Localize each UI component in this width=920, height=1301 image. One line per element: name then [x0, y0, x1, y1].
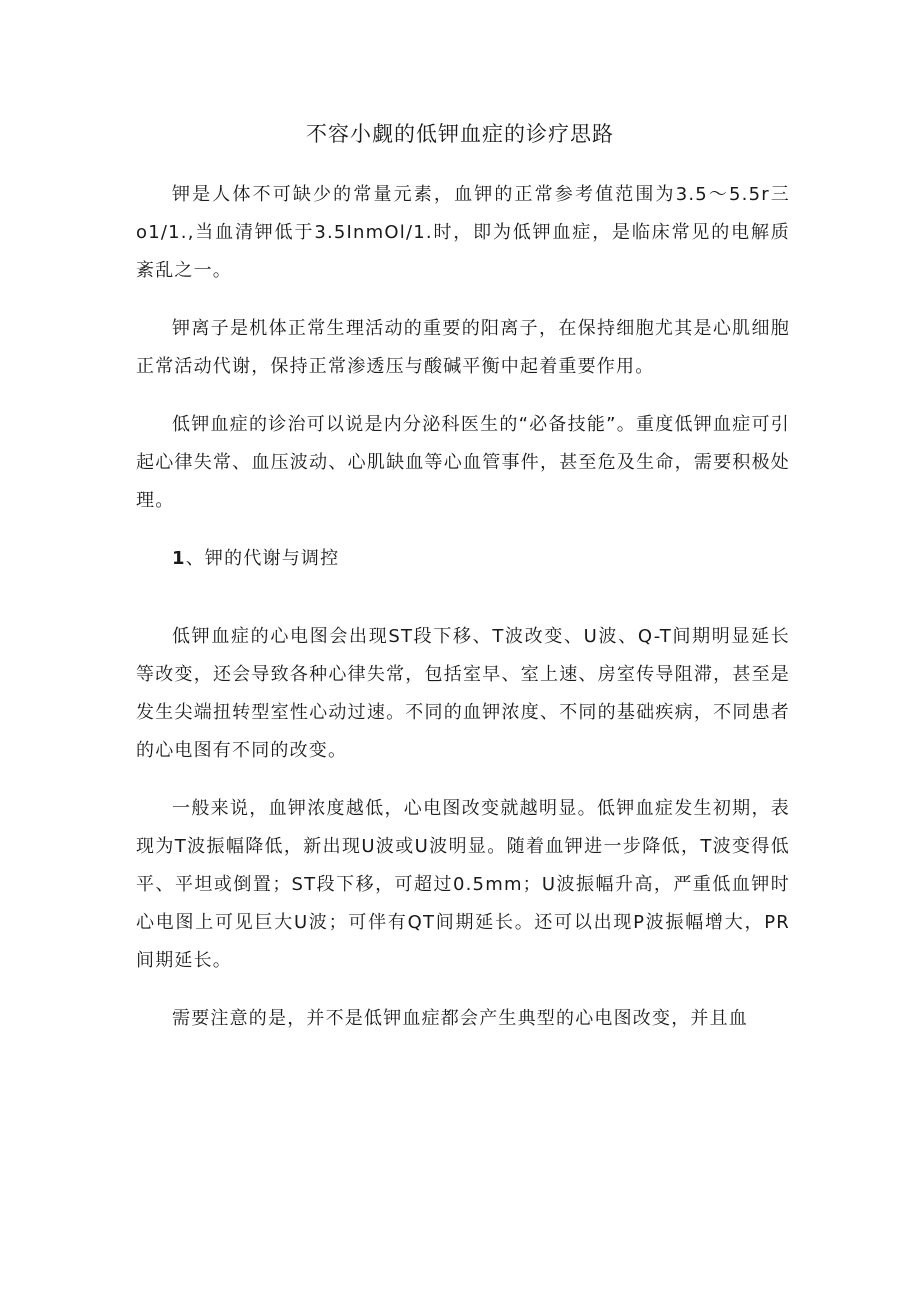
paragraph: 低钾血症的诊治可以说是内分泌科医生的“必备技能”。重度低钾血症可引起心律失常、血压波动、心肌缺血等心血管事件，甚至危及生命，需要积极处理。	[136, 414, 790, 511]
paragraph: 一般来说，血钾浓度越低，心电图改变就越明显。低钾血症发生初期，表现为T波振幅降低，新出现U波或U波明显。随着血钾进一步降低，T波变得低平、平坦或倒置；ST段下移，可超过0.5mm；U波振幅升高，严重低血钾时心电图上可见巨大U波；可伴有QT间期延长。还可以出现P波振幅增大，PR间期延长。	[136, 798, 790, 971]
paragraph: 钾离子是机体正常生理活动的重要的阳离子，在保持细胞尤其是心肌细胞正常活动代谢，保持正常渗透压与酸碱平衡中起着重要作用。	[136, 318, 790, 377]
section-heading	[136, 540, 790, 578]
paragraph: 需要注意的是，并不是低钾血症都会产生典型的心电图改变，并且血	[172, 1008, 748, 1029]
section-number: 1	[172, 548, 186, 569]
document-title: 不容小觑的低钾血症的诊疗思路	[306, 122, 614, 146]
document-body	[136, 176, 790, 1058]
section-title: 、钾的代谢与调控	[185, 548, 340, 569]
paragraph: 钾是人体不可缺少的常量元素，血钾的正常参考值范围为3.5～5.5r三o1/1.,当血清钾低于3.5InmOl/1.时，即为低钾血症，是临床常见的电解质紊乱之一。	[136, 184, 790, 281]
paragraph: 低钾血症的心电图会出现ST段下移、T波改变、U波、Q-T间期明显延长等改变，还会导致各种心律失常，包括室早、室上速、房室传导阻滞，甚至是发生尖端扭转型室性心动过速。不同的血钾浓度、不同的基础疾病，不同患者的心电图有不同的改变。	[136, 626, 790, 761]
